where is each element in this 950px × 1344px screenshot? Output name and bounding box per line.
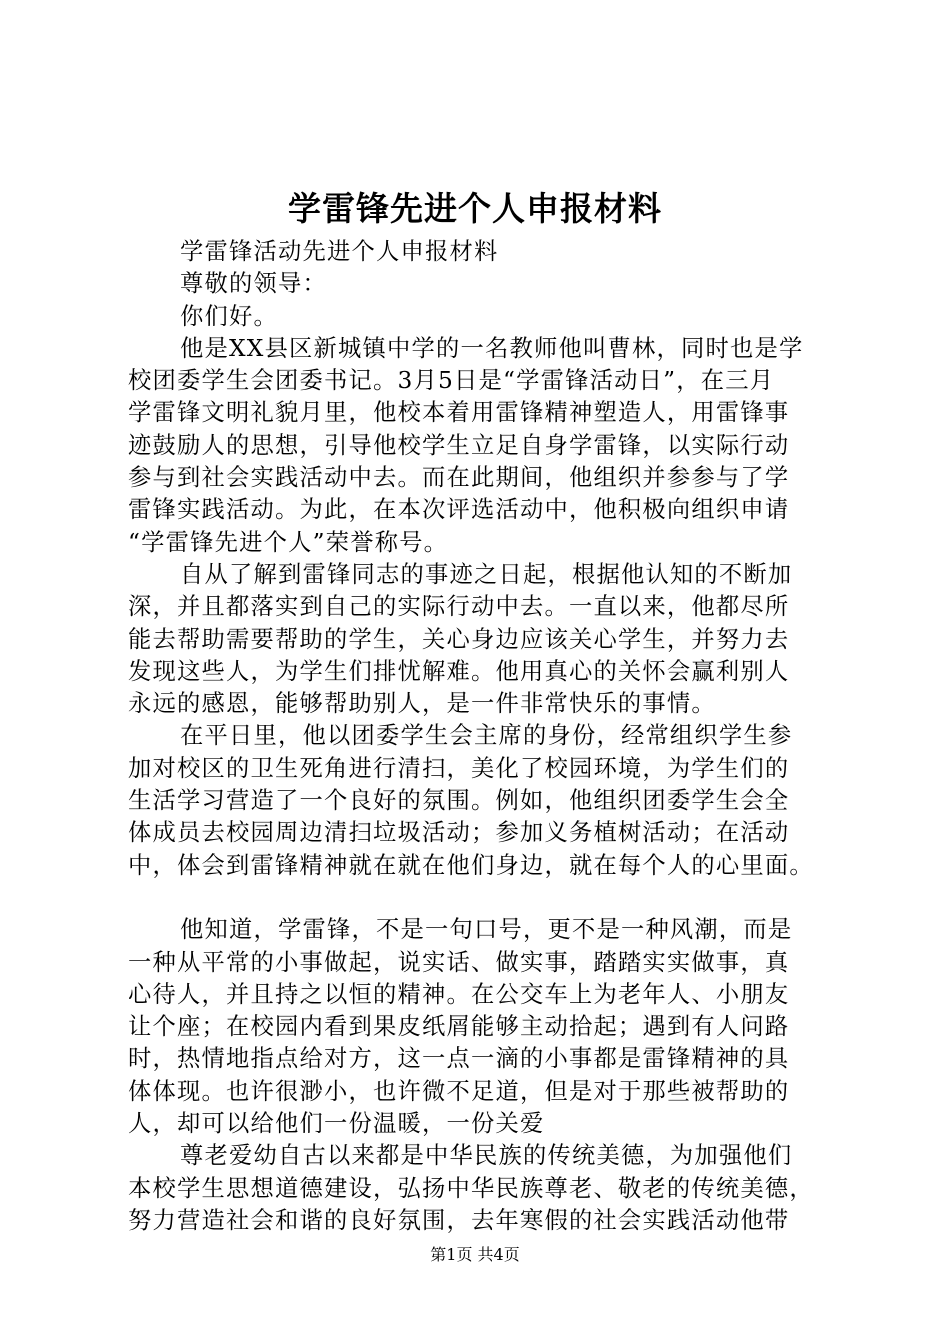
blank-line bbox=[128, 882, 836, 914]
text-line: 让个座；在校园内看到果皮纸屑能够主动拾起；遇到有人问路 bbox=[128, 1013, 790, 1041]
text-line: 深，并且都落实到自己的实际行动中去。一直以来，他都尽所 bbox=[128, 593, 790, 621]
text-line: 体体现。也许很渺小，也许微不足道，但是对于那些被帮助的 bbox=[128, 1077, 790, 1105]
text-line: 时，热情地指点给对方，这一点一滴的小事都是雷锋精神的具 bbox=[128, 1045, 790, 1073]
text-line: 学雷锋文明礼貌月里，他校本着用雷锋精神塑造人，用雷锋事 bbox=[128, 399, 790, 427]
text-line: 在平日里，他以团委学生会主席的身份，经常组织学生参 bbox=[180, 722, 793, 750]
text-line: 一种从平常的小事做起，说实话、做实事，踏踏实实做事，真 bbox=[128, 948, 790, 976]
text-line: 你们好。 bbox=[180, 302, 278, 330]
text-line: “学雷锋先进个人”荣誉称号。 bbox=[128, 528, 449, 556]
text-line: 学雷锋活动先进个人申报材料 bbox=[180, 238, 499, 265]
text-line: 本校学生思想道德建设，弘扬中华民族尊老、敬老的传统美德， bbox=[128, 1174, 814, 1202]
text-line: 尊敬的领导： bbox=[180, 270, 327, 298]
text-line: 雷锋实践活动。为此，在本次评选活动中，他积极向组织申请 bbox=[128, 496, 790, 524]
text-line: 生活学习营造了一个良好的氛围。例如，他组织团委学生会全 bbox=[128, 787, 790, 815]
text-line: 人，却可以给他们一份温暖，一份关爱 bbox=[128, 1110, 545, 1138]
text-line: 发现这些人，为学生们排忧解难。他用真心的关怀会赢利别人 bbox=[128, 657, 790, 685]
text-line: 中，体会到雷锋精神就在就在他们身边，就在每个人的心里面。 bbox=[128, 851, 814, 879]
text-line: 永远的感恩，能够帮助别人，是一件非常快乐的事情。 bbox=[128, 690, 716, 718]
text-line: 能去帮助需要帮助的学生，关心身边应该关心学生，并努力去 bbox=[128, 625, 790, 653]
text-line: 体成员去校园周边清扫垃圾活动；参加义务植树活动；在活动 bbox=[128, 819, 790, 847]
text-line: 尊老爱幼自古以来都是中华民族的传统美德，为加强他们 bbox=[180, 1142, 793, 1170]
document-title: 学雷锋先进个人申报材料 bbox=[288, 189, 662, 228]
text-line: 加对校区的卫生死角进行清扫，美化了校园环境，为学生们的 bbox=[128, 754, 790, 782]
text-line: 他知道，学雷锋，不是一句口号，更不是一种风潮，而是 bbox=[180, 916, 793, 944]
document-body bbox=[128, 236, 836, 1237]
text-line: 迹鼓励人的思想，引导他校学生立足自身学雷锋，以实际行动 bbox=[128, 431, 790, 459]
text-line: 他是XX县区新城镇中学的一名教师他叫曹林，同时也是学 bbox=[180, 334, 804, 362]
text-line: 努力营造社会和谐的良好氛围，去年寒假的社会实践活动他带 bbox=[128, 1206, 790, 1234]
page-footer: 第1页 共4页 bbox=[430, 1245, 520, 1264]
text-line: 参与到社会实践活动中去。而在此期间，他组织并参参与了学 bbox=[128, 464, 790, 492]
text-line: 心待人，并且持之以恒的精神。在公交车上为老年人、小朋友 bbox=[128, 980, 790, 1008]
text-line: 自从了解到雷锋同志的事迹之日起，根据他认知的不断加 bbox=[180, 560, 793, 588]
text-line: 校团委学生会团委书记。3月5日是“学雷锋活动日”，在三月 bbox=[128, 367, 775, 395]
